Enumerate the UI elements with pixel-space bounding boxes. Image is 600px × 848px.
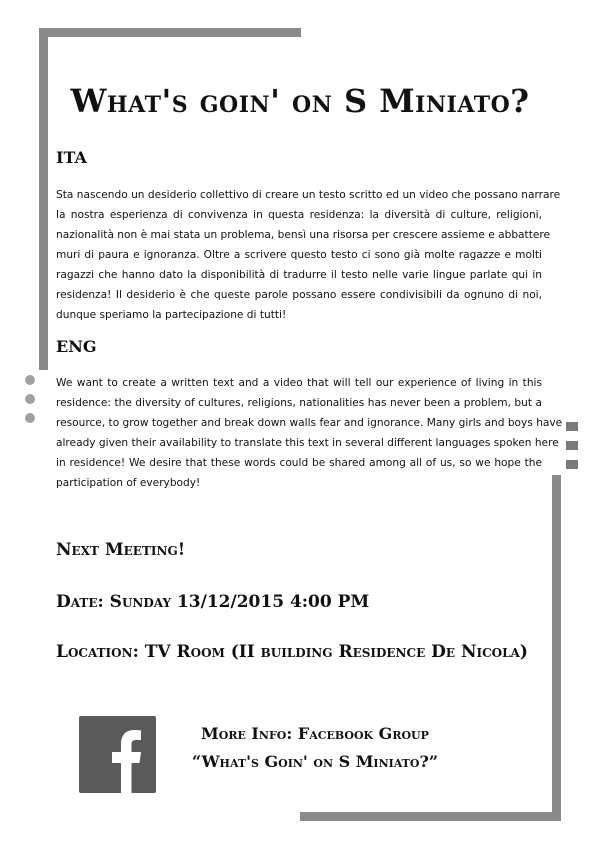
ita-heading: ITA	[56, 148, 87, 167]
frame-bottom-bar	[300, 812, 561, 821]
eng-line: residence: the diversity of cultures, religions, nationalities has never been a problem, but a	[56, 397, 542, 409]
meeting-date: Date: Sunday 13/12/2015 4:00 PM	[56, 592, 370, 612]
ita-line: la nostra esperienza di convivenza in questa residenza: la diversità di culture, religioni,	[56, 209, 542, 221]
facebook-group-name: “What's Goin' on S Miniato?”	[191, 752, 439, 771]
ita-paragraph	[56, 185, 561, 325]
decor-square	[566, 441, 578, 450]
eng-paragraph	[56, 373, 563, 493]
eng-line: already given their availability to translate this text in several different languages spoken here	[56, 437, 559, 449]
page-title: What's goin' on S Miniato?	[70, 82, 530, 120]
frame-left-bar	[39, 28, 48, 370]
eng-line: in residence! We desire that these words could be shared among all of us, so we hope the	[56, 457, 542, 469]
decor-square	[566, 422, 578, 431]
ita-line: ragazzi che hanno dato la disponibilità di tradurre il testo nelle varie lingue parlate qui in	[56, 269, 542, 281]
ita-line: muri di paura e ignoranza. Oltre a scrivere questo testo ci sono già molte ragazze e molti	[56, 249, 542, 261]
decor-dot	[25, 375, 35, 385]
eng-line: We want to create a written text and a video that will tell our experience of living in this	[56, 377, 542, 389]
eng-line: participation of everybody!	[56, 477, 201, 489]
frame-top-bar	[39, 28, 301, 37]
decor-square	[566, 460, 578, 469]
next-meeting-heading: Next Meeting!	[56, 540, 186, 560]
frame-right-bar	[552, 475, 561, 821]
eng-heading: ENG	[56, 337, 97, 356]
ita-line: dunque speriamo la partecipazione di tutti!	[56, 309, 287, 321]
more-info-line: More Info: Facebook Group	[201, 724, 429, 743]
eng-line: resource, to grow together and break down walls fear and ignorance. Many girls and boys have	[56, 417, 563, 429]
facebook-f-glyph	[79, 716, 156, 793]
decor-dot	[25, 394, 35, 404]
ita-line: residenza! Il desiderio è che queste parole possano essere condivisibili da ognuno di noi,	[56, 289, 542, 301]
facebook-icon[interactable]	[79, 716, 156, 793]
ita-line: Sta nascendo un desiderio collettivo di creare un testo scritto ed un video che possano narrare	[56, 189, 561, 201]
ita-line: nazionalità non è mai stata un problema, bensì una risorsa per crescere assieme e abbattere	[56, 229, 551, 241]
decor-dot	[25, 413, 35, 423]
meeting-location: Location: TV Room (II building Residence De Nicola)	[56, 642, 528, 662]
